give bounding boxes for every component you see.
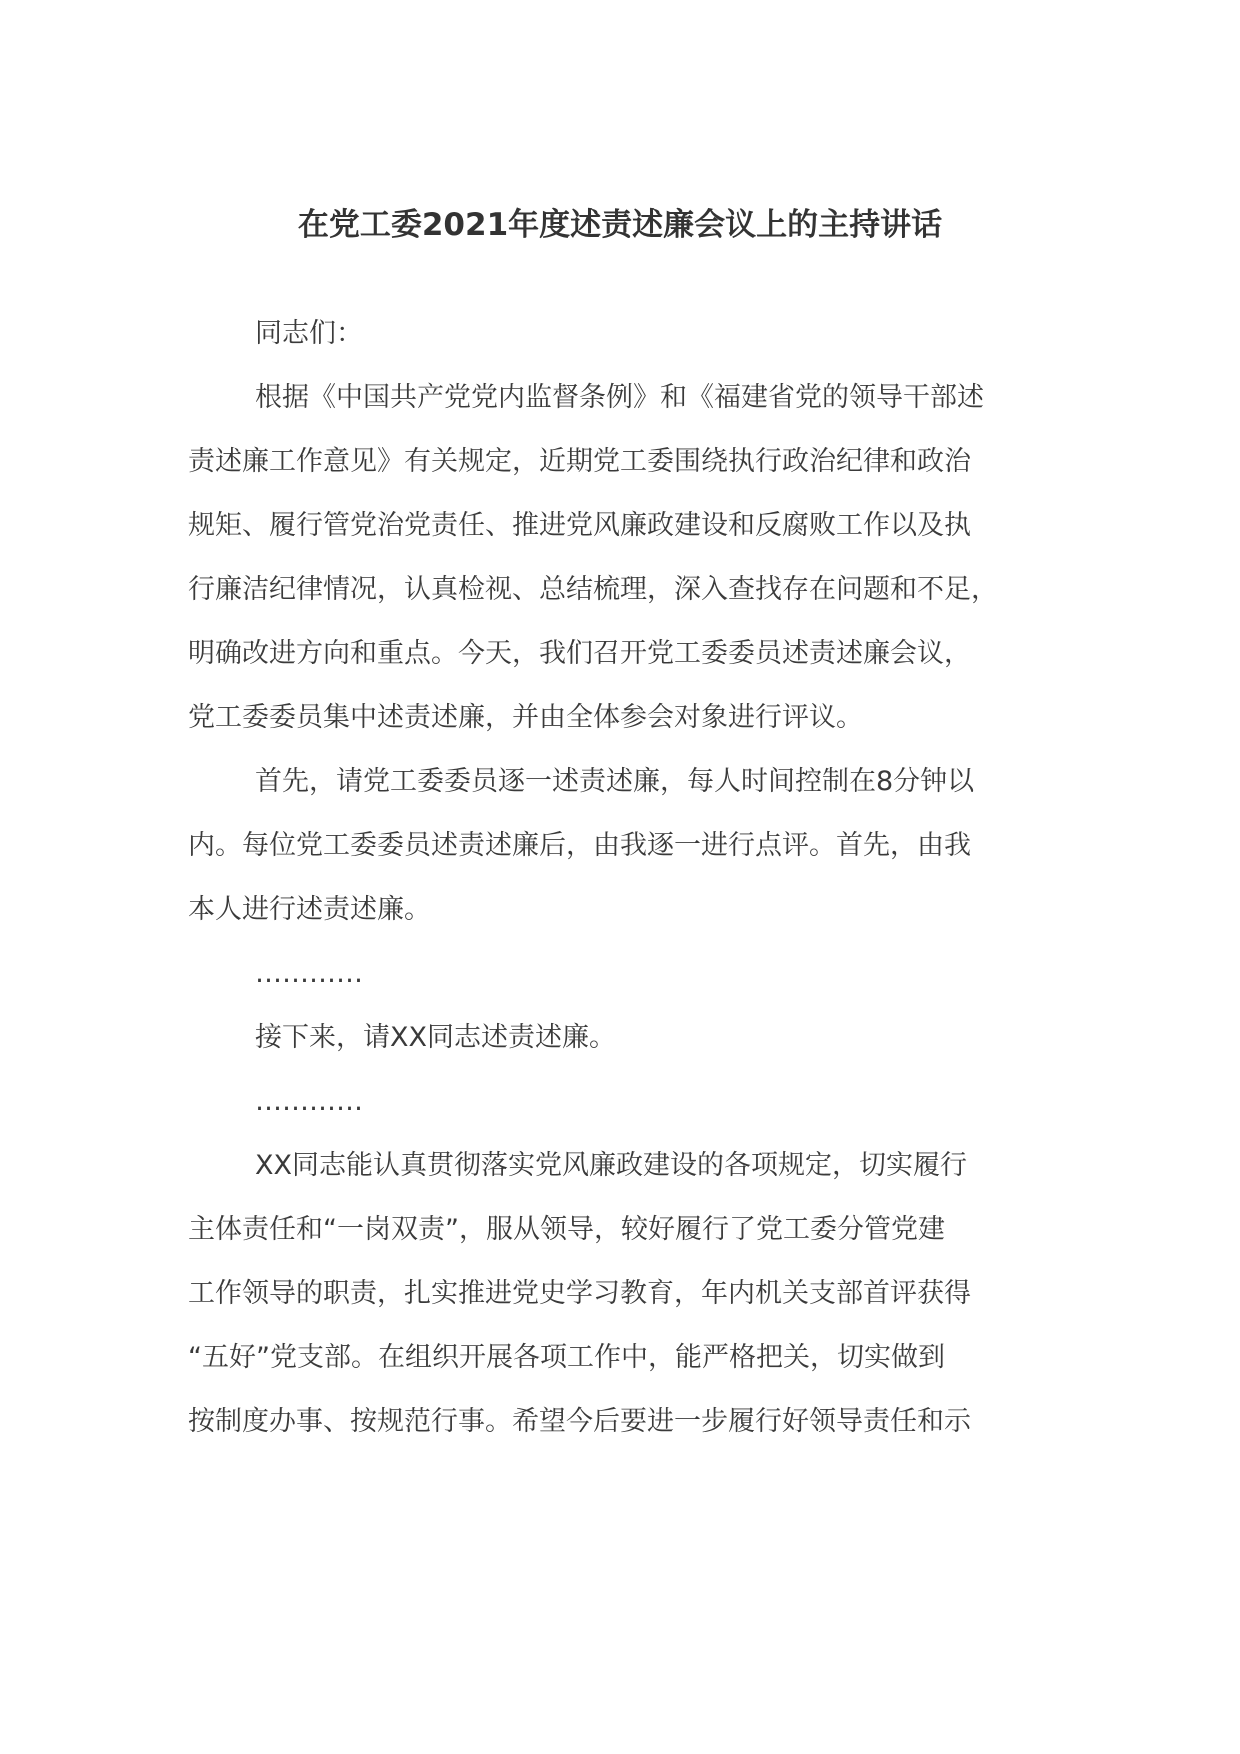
body-line: …………	[255, 1086, 363, 1117]
body-line: 同志们：	[255, 318, 363, 349]
body-line: 党工委委员集中述责述廉，并由全体参会对象进行评议。	[188, 702, 863, 733]
body-line: 首先，请党工委委员逐一述责述廉，每人时间控制在8分钟以	[255, 766, 975, 797]
body-line: 根据《中国共产党党内监督条例》和《福建省党的领导干部述	[255, 382, 984, 413]
body-line: 内。每位党工委委员述责述廉后，由我逐一进行点评。首先，由我	[188, 830, 971, 861]
body-line: 本人进行述责述廉。	[188, 894, 431, 925]
body-line: “五好”党支部。在组织开展各项工作中，能严格把关，切实做到	[188, 1342, 945, 1373]
body-line: 接下来，请XX同志述责述廉。	[255, 1022, 616, 1053]
document-body	[188, 302, 1068, 1454]
body-line: XX同志能认真贯彻落实党风廉政建设的各项规定，切实履行	[255, 1150, 967, 1181]
body-line: 工作领导的职责，扎实推进党史学习教育，年内机关支部首评获得	[188, 1278, 971, 1309]
body-line: 按制度办事、按规范行事。希望今后要进一步履行好领导责任和示	[188, 1406, 971, 1437]
body-line: …………	[255, 958, 363, 989]
body-line: 明确改进方向和重点。今天，我们召开党工委委员述责述廉会议，	[188, 638, 971, 669]
body-line: 规矩、履行管党治党责任、推进党风廉政建设和反腐败工作以及执	[188, 510, 971, 541]
body-line: 行廉洁纪律情况，认真检视、总结梳理，深入查找存在问题和不足，	[188, 574, 998, 605]
body-line: 责述廉工作意见》有关规定，近期党工委围绕执行政治纪律和政治	[188, 446, 971, 477]
body-line: 主体责任和“一岗双责”，服从领导，较好履行了党工委分管党建	[188, 1214, 945, 1245]
document-title: 在党工委2021年度述责述廉会议上的主持讲话	[297, 207, 943, 243]
